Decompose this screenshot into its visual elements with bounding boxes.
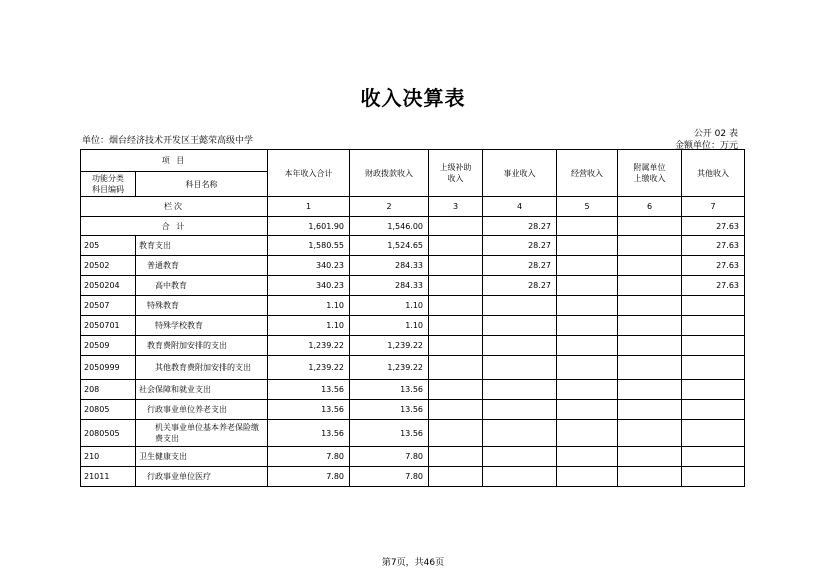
row-value: 27.63 bbox=[682, 256, 745, 276]
total-cell: 28.27 bbox=[483, 217, 557, 236]
row-value bbox=[429, 447, 483, 467]
table-row bbox=[81, 276, 745, 296]
row-value bbox=[618, 256, 682, 276]
row-value: 7.80 bbox=[350, 447, 429, 467]
header-col-6: 附属单位 上缴收入 bbox=[618, 150, 682, 197]
row-code: 2050204 bbox=[81, 276, 136, 296]
income-table bbox=[80, 149, 745, 487]
header-subject-name: 科目名称 bbox=[136, 172, 268, 197]
col-number: 5 bbox=[557, 197, 618, 217]
row-name: 特殊教育 bbox=[136, 296, 268, 316]
row-code: 210 bbox=[81, 447, 136, 467]
total-cell: 27.63 bbox=[682, 217, 745, 236]
row-label: 栏次 bbox=[81, 197, 268, 217]
row-value bbox=[429, 380, 483, 400]
row-value: 28.27 bbox=[483, 276, 557, 296]
row-value bbox=[618, 380, 682, 400]
row-value: 27.63 bbox=[682, 236, 745, 256]
row-code: 20509 bbox=[81, 336, 136, 356]
row-value: 7.80 bbox=[268, 467, 350, 487]
table-row bbox=[81, 447, 745, 467]
row-name: 机关事业单位基本养老保险缴费支出 bbox=[136, 420, 268, 447]
row-value bbox=[618, 447, 682, 467]
page-footer: 第7页，共46页 bbox=[381, 558, 445, 568]
row-value bbox=[429, 336, 483, 356]
total-cell bbox=[618, 217, 682, 236]
row-value: 1.10 bbox=[268, 296, 350, 316]
row-value bbox=[483, 447, 557, 467]
row-value bbox=[483, 380, 557, 400]
row-value bbox=[429, 356, 483, 380]
row-value bbox=[682, 400, 745, 420]
header-col-1: 本年收入合计 bbox=[268, 150, 350, 197]
row-name: 教育支出 bbox=[136, 236, 268, 256]
row-value: 1.10 bbox=[350, 296, 429, 316]
row-name: 特殊学校教育 bbox=[136, 316, 268, 336]
row-value bbox=[483, 400, 557, 420]
col-number: 2 bbox=[350, 197, 429, 217]
total-cell: 1,601.90 bbox=[268, 217, 350, 236]
row-value bbox=[429, 316, 483, 336]
header-col-4: 事业收入 bbox=[483, 150, 557, 197]
row-value bbox=[429, 256, 483, 276]
table-row bbox=[81, 467, 745, 487]
row-value: 28.27 bbox=[483, 236, 557, 256]
row-name: 其他教育费附加安排的支出 bbox=[136, 356, 268, 380]
row-value bbox=[483, 420, 557, 447]
row-value: 13.56 bbox=[268, 380, 350, 400]
row-value: 1.10 bbox=[268, 316, 350, 336]
row-value: 340.23 bbox=[268, 276, 350, 296]
row-value bbox=[618, 296, 682, 316]
row-value bbox=[618, 276, 682, 296]
total-cell: 1,546.00 bbox=[350, 217, 429, 236]
row-code: 21011 bbox=[81, 467, 136, 487]
row-value bbox=[557, 400, 618, 420]
money-unit: 金额单位：万元 bbox=[674, 141, 738, 151]
row-value: 1,239.22 bbox=[268, 356, 350, 380]
row-value bbox=[618, 400, 682, 420]
row-code: 2080505 bbox=[81, 420, 136, 447]
row-value bbox=[682, 356, 745, 380]
table-row bbox=[81, 420, 745, 447]
row-value bbox=[429, 420, 483, 447]
row-value: 1.10 bbox=[350, 316, 429, 336]
row-value: 13.56 bbox=[350, 420, 429, 447]
row-value bbox=[557, 236, 618, 256]
row-value bbox=[682, 380, 745, 400]
row-value bbox=[483, 336, 557, 356]
col-number: 3 bbox=[429, 197, 483, 217]
row-code: 208 bbox=[81, 380, 136, 400]
row-name: 行政事业单位医疗 bbox=[136, 467, 268, 487]
row-value bbox=[483, 467, 557, 487]
row-value: 1,239.22 bbox=[350, 336, 429, 356]
header-func-code: 功能分类 科目编码 bbox=[81, 172, 136, 197]
row-value: 28.27 bbox=[483, 256, 557, 276]
total-cell bbox=[557, 217, 618, 236]
row-name: 教育费附加安排的支出 bbox=[136, 336, 268, 356]
row-name: 高中教育 bbox=[136, 276, 268, 296]
row-value bbox=[483, 296, 557, 316]
row-value: 13.56 bbox=[268, 420, 350, 447]
page-title: 收入决算表 bbox=[360, 86, 466, 110]
row-code: 2050999 bbox=[81, 356, 136, 380]
total-cell bbox=[429, 217, 483, 236]
row-value: 13.56 bbox=[350, 380, 429, 400]
row-value: 284.33 bbox=[350, 276, 429, 296]
row-value: 13.56 bbox=[268, 400, 350, 420]
row-value: 7.80 bbox=[350, 467, 429, 487]
row-value: 27.63 bbox=[682, 276, 745, 296]
row-name: 社会保障和就业支出 bbox=[136, 380, 268, 400]
row-value bbox=[557, 276, 618, 296]
row-value bbox=[557, 447, 618, 467]
row-value bbox=[682, 296, 745, 316]
row-value bbox=[429, 236, 483, 256]
row-value bbox=[557, 467, 618, 487]
row-value bbox=[557, 316, 618, 336]
row-value: 340.23 bbox=[268, 256, 350, 276]
row-value bbox=[429, 276, 483, 296]
row-value bbox=[557, 356, 618, 380]
row-name: 行政事业单位养老支出 bbox=[136, 400, 268, 420]
header-col-2: 财政拨款收入 bbox=[350, 150, 429, 197]
table-row bbox=[81, 356, 745, 380]
table-row bbox=[81, 380, 745, 400]
row-value bbox=[483, 356, 557, 380]
row-name: 普通教育 bbox=[136, 256, 268, 276]
header-col-5: 经营收入 bbox=[557, 150, 618, 197]
row-value bbox=[682, 336, 745, 356]
row-value: 284.33 bbox=[350, 256, 429, 276]
header-col-7: 其他收入 bbox=[682, 150, 745, 197]
row-value bbox=[557, 420, 618, 447]
row-value bbox=[429, 467, 483, 487]
row-value bbox=[429, 296, 483, 316]
row-value bbox=[618, 356, 682, 380]
row-value bbox=[618, 336, 682, 356]
unit-label: 单位：烟台经济技术开发区王懿荣高级中学 bbox=[82, 136, 254, 146]
table-row bbox=[81, 316, 745, 336]
row-value: 1,580.55 bbox=[268, 236, 350, 256]
total-row bbox=[81, 217, 745, 236]
row-code: 205 bbox=[81, 236, 136, 256]
row-value: 1,524.65 bbox=[350, 236, 429, 256]
header-col-3: 上级补助 收入 bbox=[429, 150, 483, 197]
row-value bbox=[557, 380, 618, 400]
row-value bbox=[618, 316, 682, 336]
row-value: 1,239.22 bbox=[268, 336, 350, 356]
table-row bbox=[81, 256, 745, 276]
row-value bbox=[429, 400, 483, 420]
row-value bbox=[682, 467, 745, 487]
row-value bbox=[557, 296, 618, 316]
table-row bbox=[81, 400, 745, 420]
row-value: 1,239.22 bbox=[350, 356, 429, 380]
row-value bbox=[618, 467, 682, 487]
row-value bbox=[557, 336, 618, 356]
col-number: 7 bbox=[682, 197, 745, 217]
row-value bbox=[618, 420, 682, 447]
header-project: 项 目 bbox=[81, 150, 268, 172]
row-value: 13.56 bbox=[350, 400, 429, 420]
row-name: 卫生健康支出 bbox=[136, 447, 268, 467]
row-value bbox=[682, 420, 745, 447]
col-number: 1 bbox=[268, 197, 350, 217]
row-value bbox=[618, 236, 682, 256]
row-code: 2050701 bbox=[81, 316, 136, 336]
table-row bbox=[81, 296, 745, 316]
table-row bbox=[81, 336, 745, 356]
row-code: 20502 bbox=[81, 256, 136, 276]
col-number: 4 bbox=[483, 197, 557, 217]
row-value bbox=[483, 316, 557, 336]
table-row bbox=[81, 236, 745, 256]
row-code: 20805 bbox=[81, 400, 136, 420]
row-code: 20507 bbox=[81, 296, 136, 316]
row-value bbox=[557, 256, 618, 276]
row-value: 7.80 bbox=[268, 447, 350, 467]
form-code: 公开 02 表 bbox=[693, 129, 738, 139]
row-value bbox=[682, 447, 745, 467]
total-label: 合 计 bbox=[81, 217, 268, 236]
col-number: 6 bbox=[618, 197, 682, 217]
row-value bbox=[682, 316, 745, 336]
